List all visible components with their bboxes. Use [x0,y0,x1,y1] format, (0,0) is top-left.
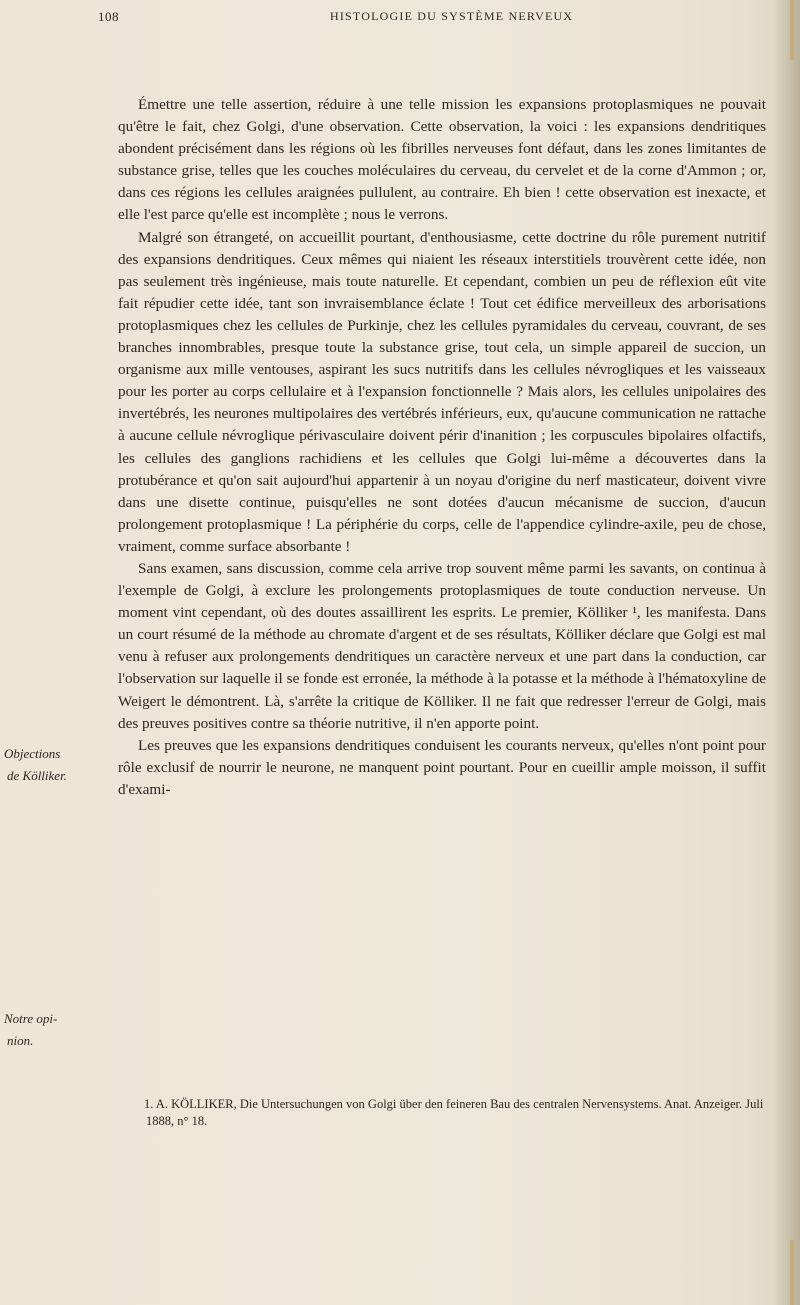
body-text [118,94,766,801]
margin-note-line: Notre opi- [4,1011,58,1026]
margin-note-line: de Kölliker. [7,768,67,783]
page-edge-stain [790,1240,794,1305]
page-edge-shadow [774,0,800,1305]
footnote: 1. A. KÖLLIKER, Die Untersuchungen von Golgi über den feineren Bau des centralen Nervensystems. Anat. Anzeiger. Juli 1888, n° 18. [144,1097,764,1128]
paragraph: Les preuves que les expansions dendritiques conduisent les courants nerveux, qu'elles n'ont point pour rôle exclusif de nourrir le neurone, ne manquent point pourtant. Pour en cueillir ample moisson, il suffit d'exami- [118,736,766,798]
paragraph: Émettre une telle assertion, réduire à une telle mission les expansions protoplasmiques ne pouvait qu'être le fait, chez Golgi, d'une observation. Cette observation, la voici : les expansions dendritiques abondent précisément dans les régions où les fibrilles nerveuses font défaut, dans les zones limitantes de substance grise, telles que les couches moléculaires du cerveau, du cervelet et de la corne d'Ammon ; or, dans ces régions les cellules araignées pullulent, au contraire. Eh bien ! cette observation est inexacte, et elle l'est parce qu'elle est incomplète ; nous le verrons. [118,96,766,224]
margin-note-line: nion. [7,1033,34,1048]
paragraph: Sans examen, sans discussion, comme cela arrive trop souvent même parmi les savants, on continua à l'exemple de Golgi, à exclure les prolongements protoplasmiques de toute conduction nerveuse. Un moment vint cependant, où des doutes assaillirent les esprits. Le premier, Kölliker ¹, les manifesta. Dans un court résumé de la méthode au chromate d'argent et de ses résultats, Kölliker déclare que Golgi est mal venu à refuser aux prolongements dendritiques un caractère nerveux et une part dans la conduction, car l'observation sur laquelle il se fonde est erronée, la méthode à la potasse et la méthode à l'hématoxyline de Weigert le démontrent. Là, s'arrête la critique de Kölliker. Il ne fait que redresser l'erreur de Golgi, mais des preuves positives contre sa théorie nutritive, il n'en apporte point. [118,559,766,732]
margin-note-line: Objections [4,746,61,761]
page-header [0,9,800,33]
margin-note-objections [4,743,114,787]
paragraph: Malgré son étrangeté, on accueillit pourtant, d'enthousiasme, cette doctrine du rôle purement nutritif des expansions dendritiques. Ceux mêmes qui niaient les réseaux interstitiels trouvèrent cette idée, non pas seulement très ingénieuse, mais toute naturelle. Et cependant, combien un peu de réflexion eût vite fait répudier cette idée, tant son invraisemblance éclate ! Tout cet édifice merveilleux des arborisations protoplasmiques chez les cellules de Purkinje, chez les cellules pyramidales du cerveau, couvrant, de ses branches innombrables, presque toute la substance grise, tout cela, un simple appareil de succion, un organisme aux mille ventouses, aspirant les sucs nutritifs dans les cellules névrogliques et les vaisseaux pour les porter au corps cellulaire et à l'expansion fonctionnelle ? Mais alors, les cellules unipolaires des invertébrés, les neurones multipolaires des vertébrés inférieurs, eux, qu'aucune communication ne rattache à aucune cellule névroglique périvasculaire doivent périr d'inanition ; les corpuscules bipolaires olfactifs, les cellules des ganglions rachidiens et les cellules que Golgi lui-même a découvertes dans la protubérance et qu'on sait aujourd'hui appartenir à un noyau d'origine du nerf masticateur, doivent vivre dans une disette continue, puisqu'elles ne sont dotées d'aucun mécanisme de succion, d'aucun prolongement protoplasmique ! La périphérie du corps, celle de l'appendice cylindre-axile, peu de chose, vraiment, comme surface absorbante ! [118,228,766,555]
running-head: HISTOLOGIE DU SYSTÈME NERVEUX [330,9,574,23]
page-number: 108 [98,9,119,24]
margin-note-notre-opinion [4,1008,114,1052]
